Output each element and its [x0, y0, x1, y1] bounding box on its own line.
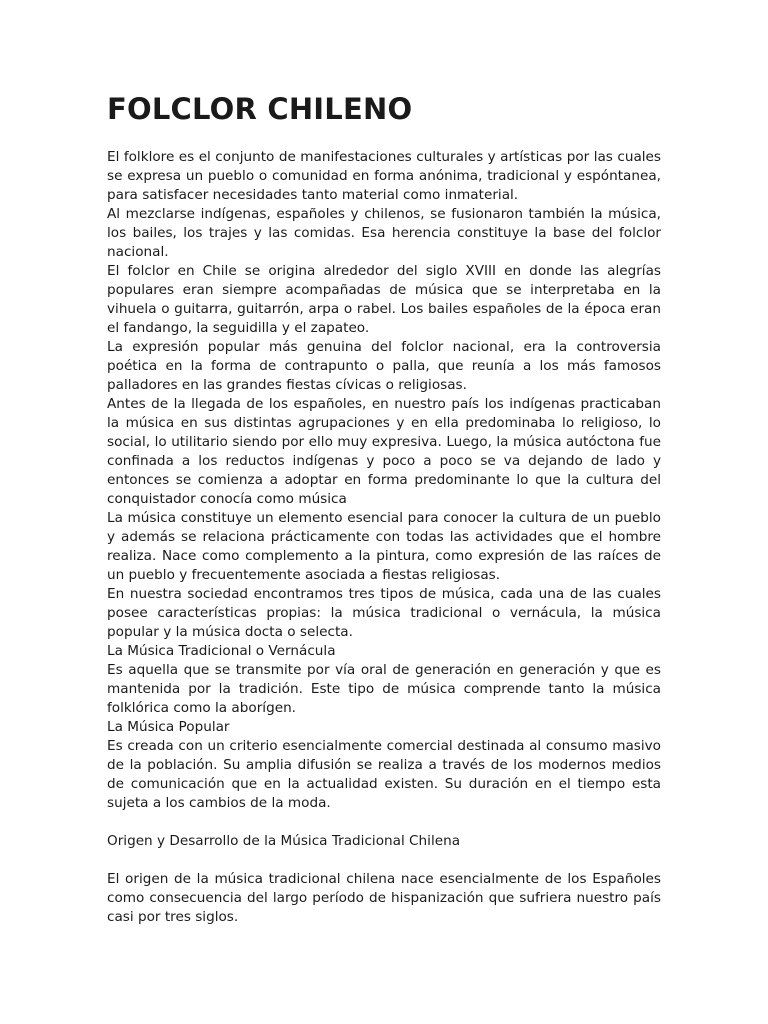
paragraph-mixture: Al mezclarse indígenas, españoles y chilenos, se fusionaron también la música, los bailes, los trajes y las comidas. Esa herencia constituye la base del folclor nacional. — [107, 206, 661, 260]
document-page — [107, 90, 661, 927]
paragraph-music-culture: La música constituye un elemento esencial para conocer la cultura de un pueblo y además se relaciona prácticamente con todas las actividades que el hombre realiza. Nace como complemento a la pintura, como expresión de las raíces de un pueblo y frecuentemente asociada a fiestas religiosas. — [107, 510, 661, 583]
heading-origin-development: Origen y Desarrollo de la Música Tradicional Chilena — [107, 833, 461, 849]
paragraph-three-types: En nuestra sociedad encontramos tres tipos de música, cada una de las cuales posee características propias: la música tradicional o vernácula, la música popular y la música docta o selecta. — [107, 586, 661, 640]
paragraph-popular-expression: La expresión popular más genuina del folclor nacional, era la controversia poética en la forma de contrapunto o palla, que reunía a los más famosos palladores en las grandes fiestas cívicas o religiosas. — [107, 339, 661, 393]
paragraph-origin-xviii: El folclor en Chile se origina alrededor del siglo XVIII en donde las alegrías populares eran siempre acompañadas de música que se interpretaba en la vihuela o guitarra, guitarrón, arpa o rabel. Los bailes españoles de la época eran el fandango, la seguidilla y el zapateo. — [107, 263, 661, 336]
blank-line — [107, 813, 661, 832]
paragraph-popular-music: Es creada con un criterio esencialmente comercial destinada al consumo masivo de la población. Su amplia difusión se realiza a través de los modernos medios de comunicación que en la actualidad existen. Su duración en el tiempo esta sujeta a los cambios de la moda. — [107, 738, 661, 811]
paragraph-folklore-definition: El folklore es el conjunto de manifestaciones culturales y artísticas por las cuales se expresa un pueblo o comunidad en forma anónima, tradicional y espóntanea, para satisfacer necesidades tanto material como inmaterial. — [107, 149, 661, 203]
paragraph-hispanization: El origen de la música tradicional chilena nace esencialmente de los Españoles como consecuencia del largo período de hispanización que sufriera nuestro país casi por tres siglos. — [107, 871, 661, 925]
paragraph-indigenous-music: Antes de la llegada de los españoles, en nuestro país los indígenas practicaban la música en sus distintas agrupaciones y en ella predominaba lo religioso, lo social, lo utilitario siendo por ello muy expresiva. Luego, la música autóctona fue confinada a los reductos indígenas y poco a poco se va dejando de lado y entonces se comienza a adoptar en forma predominante lo que la cultura del conquistador conocía como música — [107, 396, 661, 507]
paragraph-traditional-music: Es aquella que se transmite por vía oral de generación en generación y que es mantenida por la tradición. Este tipo de música comprende tanto la música folklórica como la aborígen. — [107, 662, 661, 716]
document-body — [107, 148, 661, 927]
heading-popular-music: La Música Popular — [107, 719, 230, 735]
heading-traditional-music: La Música Tradicional o Vernácula — [107, 643, 336, 659]
page-title: FOLCLOR CHILENO — [107, 92, 413, 126]
blank-line — [107, 851, 661, 870]
